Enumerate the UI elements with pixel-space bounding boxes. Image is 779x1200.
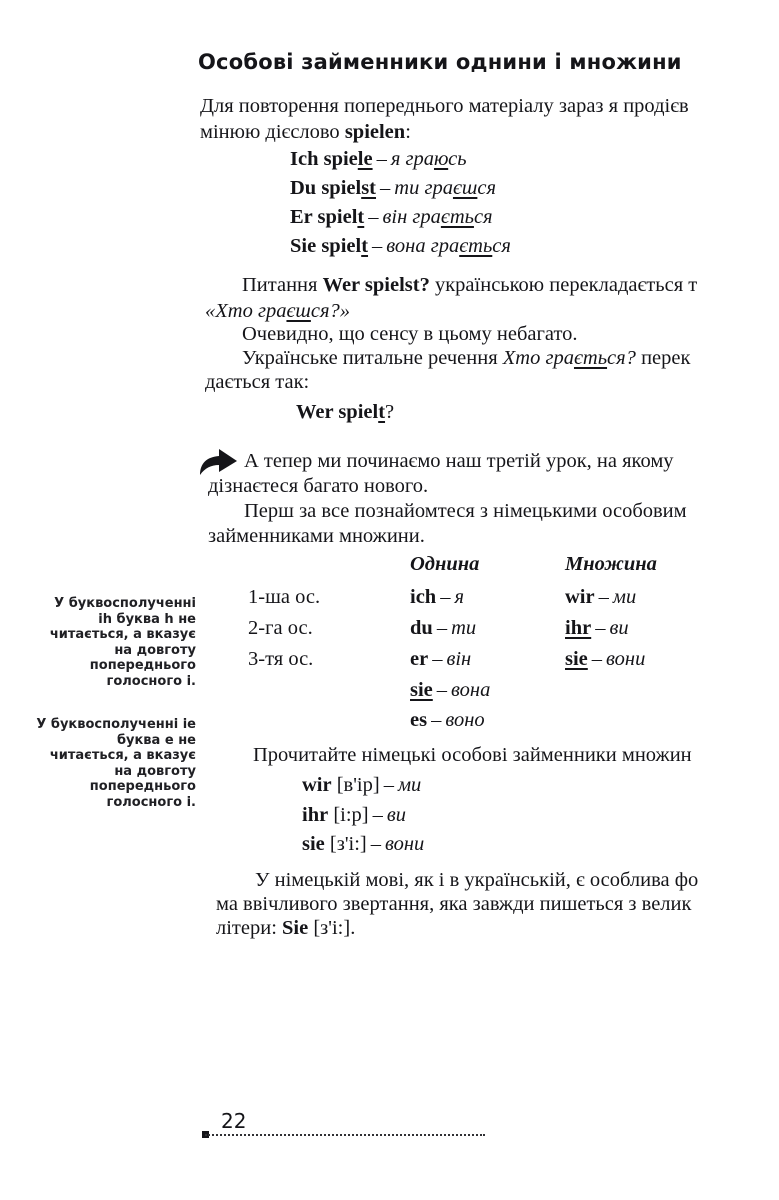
section-title: Особові займенники однини і множини	[198, 50, 682, 74]
intro-line-2: мінюю дієслово spielen:	[200, 121, 411, 143]
table-cell-singular: sie – вона	[410, 679, 491, 701]
table-cell-singular: er – він	[410, 648, 472, 670]
question-line-4: Українське питальне речення Хто грається? перек	[242, 347, 691, 369]
table-row-person: 1-ша ос.	[248, 586, 321, 608]
sidenote-ie: У буквосполученні ie буква e не читається, а вказує на довготу попереднього голосного i.	[36, 717, 196, 810]
table-cell-singular: ich – я	[410, 586, 464, 608]
table-row-person: 2-га ос.	[248, 617, 313, 639]
lesson-line-3: Перш за все познайомтеся з німецькими особовим	[244, 500, 687, 522]
reading-item: ihr [i:р] – ви	[302, 804, 407, 826]
reading-item: sie [з'i:] – вони	[302, 833, 425, 855]
question-line-5: дається так:	[205, 371, 310, 393]
conjugation-row: Er spielt – він грається	[290, 206, 493, 228]
polite-line-1: У німецькій мові, як і в українській, є особлива фо	[255, 869, 699, 891]
conjugation-row: Ich spiele – я граюсь	[290, 148, 467, 170]
intro-line-1: Для повторення попереднього матеріалу зараз я продієв	[200, 95, 689, 117]
table-cell-singular: es – воно	[410, 709, 485, 731]
column-header-singular: Однина	[410, 553, 480, 575]
table-cell-plural: ihr – ви	[565, 617, 629, 639]
footer-dotted-rule	[205, 1134, 485, 1136]
question-line-1: Питання Wer spielst? українською перекладається т	[242, 274, 698, 296]
table-row-person: 3-тя ос.	[248, 648, 314, 670]
table-cell-plural: sie – вони	[565, 648, 646, 670]
table-cell-plural: wir – ми	[565, 586, 637, 608]
question-example: Wer spielt?	[296, 401, 395, 423]
sidenote-ih: У буквосполученні ih буква h не читається, а вказує на довготу попереднього голосного i.	[49, 596, 196, 689]
lesson-line-2: дізнаєтеся багато нового.	[208, 475, 429, 497]
reading-instruction: Прочитайте німецькі особові займенники множин	[253, 744, 692, 766]
polite-line-3: літери: Sie [з'i:].	[216, 917, 356, 939]
table-cell-singular: du – ти	[410, 617, 477, 639]
column-header-plural: Множина	[565, 553, 657, 575]
reading-item: wir [в'iр] – ми	[302, 774, 422, 796]
question-line-3: Очевидно, що сенсу в цьому небагато.	[242, 323, 578, 345]
conjugation-row: Sie spielt – вона грається	[290, 235, 511, 257]
verb-spielen: spielen	[344, 121, 406, 143]
page-number: 22	[221, 1109, 247, 1133]
polite-line-2: ма ввічливого звертання, яка завжди пишеться з велик	[216, 893, 692, 915]
lesson-line-4: займенниками множини.	[208, 525, 425, 547]
question-line-2: «Хто граєшся?»	[205, 300, 351, 322]
lesson-line-1: А тепер ми починаємо наш третій урок, на якому	[244, 450, 674, 472]
conjugation-row: Du spielst – ти граєшся	[290, 177, 497, 199]
